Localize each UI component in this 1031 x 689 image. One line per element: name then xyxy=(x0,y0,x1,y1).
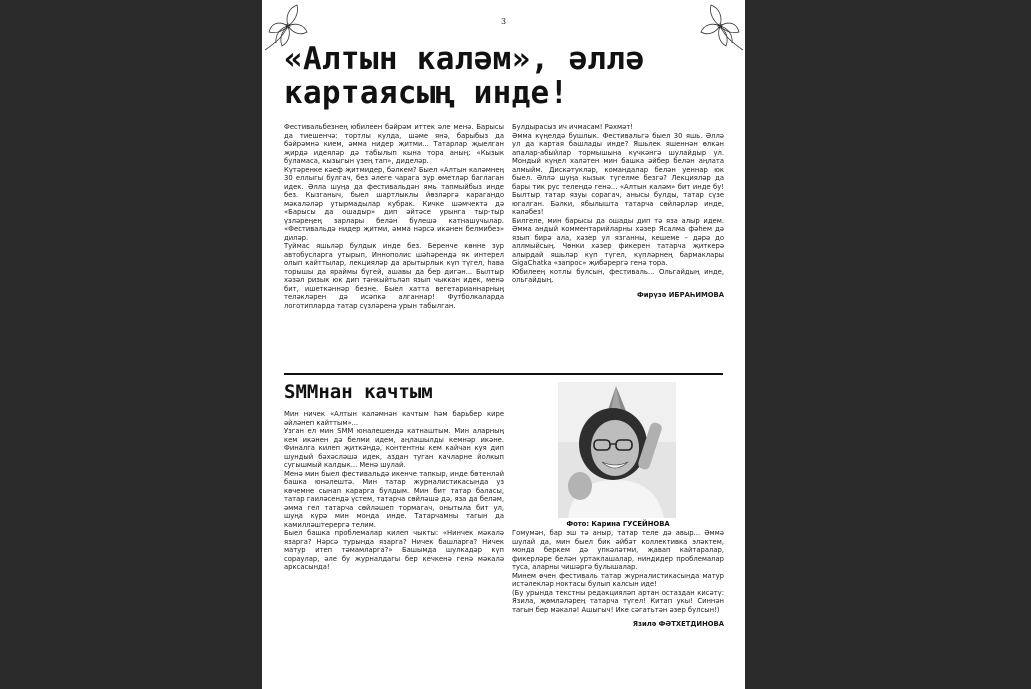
author-byline: Язилә ФӘТХЕТДИНОВА xyxy=(632,620,724,628)
article-column-right xyxy=(512,529,724,629)
paragraph: Күтәренке кәеф җитмидер, бәлкем? Быел «Алтын каләмнең 30 еллыгы булгач, без әлеге чарага зур өметләр баглаган идек. Әлла шуңа да фестивальдән ямь тапмыйбыз инде без. Кызганыч, быел шартлыклы йөзләргә карагандо мәкаләләр утырмадылар кубрак. Кичке шәмчектә дә «Барысы да ошадыр» дип әйтәсе урынга тыр-тыр үзләреңең зарлары белән бүлешә катнашучылар. «Фестивальдә нидер җитми, әмма нәрсә икәнен белмибез» диләр. xyxy=(284,165,504,242)
article-headline: SMMнан качтым xyxy=(284,381,433,403)
paragraph: Туймас яшьләр булдык инде без. Беренче көнне зур автобусларга утырып, Иннополис шәһәрендә як интерел олып кайттылар, лекцияләр да арытырлык күп түгел, һава торышы да яраймы бүгей, ашавы да бер дигән... Былтыр хәзәл ризык юк дип тәнкыйтьләп язып чыккан идек, менә бит, ишеткәннәр безне. Быел хатта вегетарианнарның теләкләрен дә исәпкә алганнар! Футболкаларда логотипларда татар сүзләренә урын табылган. xyxy=(284,242,504,310)
photo-caption: Фото: Карина ГУСЕЙНОВА xyxy=(566,520,670,528)
paragraph: Узган ел мин SMM юналешендә катнаштым. Мин аларның кем икәнен дә белми идем, аңлашылды кемнәр икәне. Финалга килеп җиткәндә, контентны кем кайчан куя дип шундый бәхәсләшә идек, аздан туган качларне йолкып сугышмый калдык... Менә шулай. xyxy=(284,427,504,469)
portrait-image xyxy=(558,382,676,518)
paragraph: Булдырасыз ич ичмасам! Рәхмәт! xyxy=(512,123,633,131)
newspaper-page xyxy=(262,0,745,689)
page-number: 3 xyxy=(500,17,507,26)
paragraph: Гомумән, бар эш тә аныр, татар теле дә авыр... Әммә шулай да, мин быел бик әйбәт коллективка эләктем, монда беркем дә упкәләтми, җавап кайтаралар, фикерләре белән уртаклашалар, ниндидер проблемалар туса, аларны чишәргә булышалар. xyxy=(512,529,724,571)
paragraph: Минем өчен фестиваль татар журналистикасында матур истәлекләр ноктасы булып калсын иде! xyxy=(512,571,724,588)
section-divider xyxy=(284,373,723,375)
paragraph: Әмма күңелдә бушлык. Фестивальгә быел 30 яшь. Әллә ул да картая башлады инде? Яшьлек яшеннән өлкән апалар-абыйлар тормышына күчкәнгә шулайдыр ул. Мондый күңел халәтен мин башка әйбер белән аңлата алмыйм. Дискәтукләр, командалар белән уеннар юк быел. Әллә шуңа кызык түгелме безгә? Лекцияләр да бары тик рус телендә генә... «Алтын каләм» бит инде бу! Былтыр татар язуы сорагач, анысы булды, татар сүзе югалган. Бәлки, ябылышта татарча сөйләрләр инде, кәләбез! xyxy=(512,131,724,216)
article-column-left xyxy=(284,410,504,572)
article-headline: «Алтын каләм», әллә картаясың инде! xyxy=(284,41,645,111)
paragraph: (Бу урында текстны редакцияләп артан остаздан кисәтү: Язила, җөмләләрең татарча түгел! Китап укы! Синнән тагын бер мәкалә! Ашыгыч! Ике сәгатьтән әзер булсын!) xyxy=(512,588,724,614)
paragraph: Менә мин быел фестивальдә икенче тапкыр, инде бөтенләй башка юнәлештә. Мин татар журналистикасында уз көчемне сынап карарга булдым. Мин бит татар баласы, татар гаиләсендә үстем, татарча сөйләшә дә, яза да беләм, әмма гел татарча сөйләшеп тормагач, онытыла бит ул, шуңа күрә мин монда инде. Татарчамны тагын да камилләштерергә телим. xyxy=(284,469,504,529)
portrait-photo xyxy=(558,382,676,518)
article-column-left xyxy=(284,123,504,310)
author-byline: Фирүзә ИБРАҺИМОВА xyxy=(637,290,724,299)
paragraph: Мин ничек «Алтын каләмнән качтым һәм барьбер кире әйләнеп кайттым»... xyxy=(284,410,504,427)
paragraph: Быел башка проблемалар килеп чыкты: «Нинчек мәкалә язарга? Нәрсә турында язарга? Ничек башларга? Ничек матур итеп тәмамларга?» Башымда шулкадәр күп сораулар, әле бу журналдагы бер кечкенә генә мәкалә арксасында! xyxy=(284,529,504,571)
article-column-right xyxy=(512,123,724,299)
paragraph: Билгеле, мин барысы да ошады дип тә яза алыр идем. Әмма андый комментарийларны хәзер Ясалма фәһем дә язып бирә ала, хәзер ул язганны, кешеме – дәрә до аллмыйсың. Чөнки хәзер фикерен татарча җиткерә алырдай яшьләр күп түгел, күпләрнең бармаклары GigaChatka «запрос» җибәрергә генә тора. xyxy=(512,216,724,267)
paragraph: Фестивальбезнең юбилеен бәйрәм иттек әле менә. Барысы да тиешенчә: тортлы кулда, шәме янә, барыбыз да бәйрәмнә кием, әмма нидер җитми... Татарлар җыелган җирдә идеяләр дә табылып кына тора аның: «Кызык буламаса, кызыгын үзең тап», диделәр. xyxy=(284,123,504,165)
paragraph: Юбилеең котлы булсын, фестиваль... Ольгайдың инде, ольгайдың. xyxy=(512,267,724,284)
